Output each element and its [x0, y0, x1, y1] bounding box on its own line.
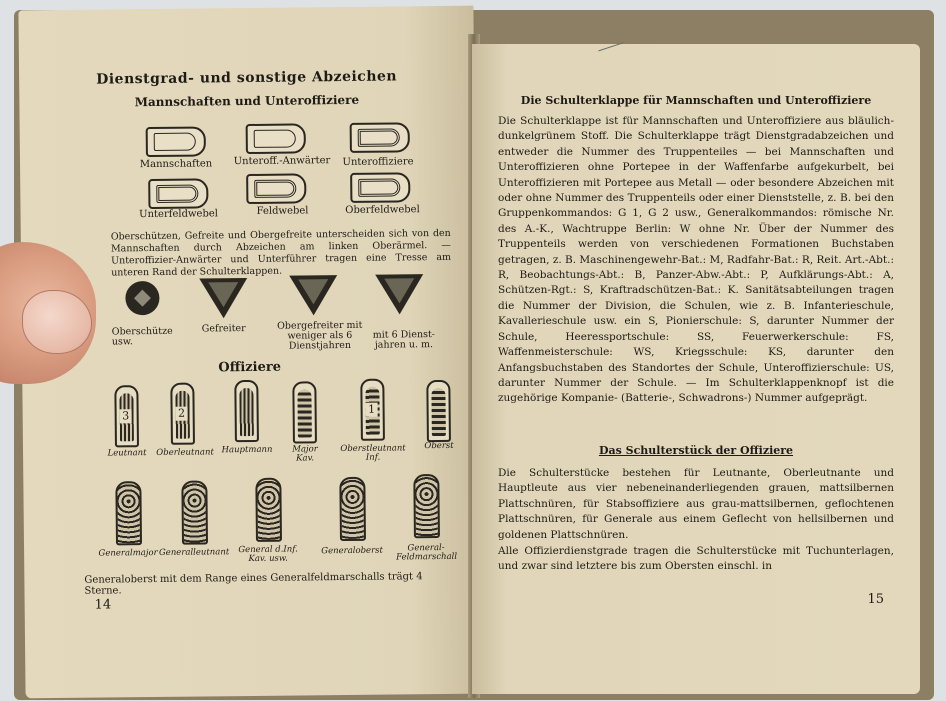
offizierdienstgrade-text: Alle Offizierdienstgrade tragen die Schulterstücke mit Tuchunterlagen, und zwar sind letztere bis zum Obersten einschl. in — [498, 545, 894, 573]
strap-label: Mannschaften — [139, 158, 213, 171]
strap-label: Oberfeldwebel — [345, 204, 420, 216]
label-obergefreiter-6: mit 6 Dienst- jahren u. m. — [372, 329, 436, 351]
strap-feldwebel — [246, 173, 306, 204]
braid-generalfeldmarschall — [413, 474, 440, 538]
obergefreiter-star-chevron-icon — [375, 274, 423, 315]
strap-mannschaften — [146, 126, 206, 157]
officer-label: Generalleutnant — [158, 547, 230, 558]
strap-hauptmann — [234, 380, 259, 442]
strap-oberfeldwebel — [350, 172, 410, 203]
officer-label: General- Feldmarschall — [396, 542, 458, 563]
officer-label: Hauptmann — [221, 444, 273, 456]
footnote: Generaloberst mit dem Range eines Generalfeldmarschalls trägt 4 Sterne. — [84, 571, 423, 597]
strap-number: 3 — [120, 409, 132, 423]
schulterstueck-text: Die Schulterstücke bestehen für Leutnante, Oberleutnante und Hauptleute aus vier nebeneinanderliegenden grauen, mattsilbernen Plattschnüren, für Stabsoffiziere aus grau-mattsilbernen, geflochtenen Plattschnüren, für Generale aus einem Geflecht von hellsilbernen und goldenen Plattschnüren. — [498, 467, 894, 541]
officer-label: General d.Inf. Kav. usw. — [238, 544, 298, 565]
strap-unteroffiziere — [350, 122, 410, 153]
label-obergefreiter: Obergefreiter mit weniger als 6 Dienstjahren — [277, 319, 363, 352]
obergefreiter-chevron-icon — [289, 275, 337, 316]
braid-generaloberst — [339, 477, 366, 541]
strap-number: 1 — [366, 403, 378, 417]
braid-general — [255, 478, 282, 542]
left-page-title: Dienstgrad- und sonstige Abzeichen — [96, 68, 398, 88]
schulterstueck-heading: Das Schulterstück der Offiziere — [598, 444, 794, 457]
thumbnail — [22, 290, 92, 354]
strap-major — [292, 381, 317, 443]
officer-label: Oberst — [424, 440, 454, 452]
strap-number: 2 — [176, 407, 188, 421]
officer-label: Generalmajor — [98, 547, 158, 559]
strap-label: Unteroff.-Anwärter — [233, 155, 331, 168]
officers-heading: Offiziere — [218, 359, 282, 376]
oberschuetze-roundel — [125, 281, 159, 315]
officer-label: Major Kav. — [292, 444, 318, 464]
label-oberschuetze: Oberschütze usw. — [111, 325, 173, 348]
gefreiter-chevron-icon — [199, 278, 247, 319]
officer-label: Generaloberst — [321, 545, 383, 557]
strap-oberst — [426, 380, 451, 442]
strap-label: Feldwebel — [256, 205, 309, 217]
insignia-paragraph: Oberschützen, Gefreite und Obergefreite unterscheiden sich von den Mannschaften durch Abzeichen am linken Oberärmel. — Unteroffizier-Anwärter und Unterführer tragen eine Tresse am unteren Rand der Schulterklappen. — [110, 227, 452, 279]
strap-unterfeldwebel — [148, 178, 208, 209]
right-page — [472, 44, 920, 694]
officer-label: Leutnant — [107, 448, 147, 459]
right-page-title: Die Schulterklappe für Mannschaften und Unteroffiziere — [520, 94, 872, 107]
officer-label: Oberstleutnant Inf. — [340, 443, 406, 463]
schulterklappe-text: Die Schulterklappe ist für Mannschaften und Unteroffiziere aus bläulich-dunkelgrünem Stoff. Die Schulterklappe trägt Dienstgradabzeichen und entweder die Nummer des Truppenteiles — bei Mannschaften und Unteroffizieren ohne Portepee in der Waffenfarbe aufgekurbelt, bei Unteroffizieren mit Portepee aus Metall — oder besondere Abzeichen mit oder ohne Nummer des Truppenteils oder einer Dienststelle, z. B. bei den Gruppenkommandos: G 1, G 2 usw., Generalkommandos: römische Nr. des A.-K., Wachtruppe Berlin: W ohne Nr. Über der Nummer des Truppenteils werden von verschiedenen Formationen Buchstaben getragen, z. B. Maschinengewehr-Bat.: M, Radfahr-Bat.: R, Reit. Art.-Abt.: R, Beobachtungs-Abt.: B, Panzer-Abw.-Abt.: P, Aufklärungs-Abt.: A, Schützen-Rgt.: S, Kraftradschützen-Bat.: K. Sanitätsabteilungen tragen die Nummer der Division, die Schulen, wie z. B. Infanterieschule, Kavallerieschule usw. ein S, Pionierschule: S, darunter Nummer der Schule, Heeressportschule: SS, Feuerwerkerschule: FS, Waffenmeisterschule: WS, Kriegsschule: KS, darunter den Anfangsbuchstaben des Standortes der Schule, Unteroffizierschule: US, darunter Nummer der Schule. — Im Schulterklappenknopf ist die zugehörige Kompanie- (Batterie-, Schwadrons-) Nummer aufgeprägt. — [498, 115, 894, 405]
left-page — [18, 6, 480, 699]
label-gefreiter: Gefreiter — [201, 323, 246, 335]
strap-label: Unterfeldwebel — [139, 208, 219, 221]
strap-unteroff-anwaerter — [246, 123, 306, 154]
braid-generalmajor — [115, 481, 142, 545]
officer-label: Oberleutnant — [156, 447, 214, 458]
page-number-right: 15 — [867, 592, 884, 607]
braid-generalleutnant — [181, 480, 208, 544]
strap-label: Unteroffiziere — [342, 156, 414, 169]
page-number-left: 14 — [94, 597, 112, 613]
left-page-subtitle: Mannschaften und Unteroffiziere — [134, 92, 360, 110]
